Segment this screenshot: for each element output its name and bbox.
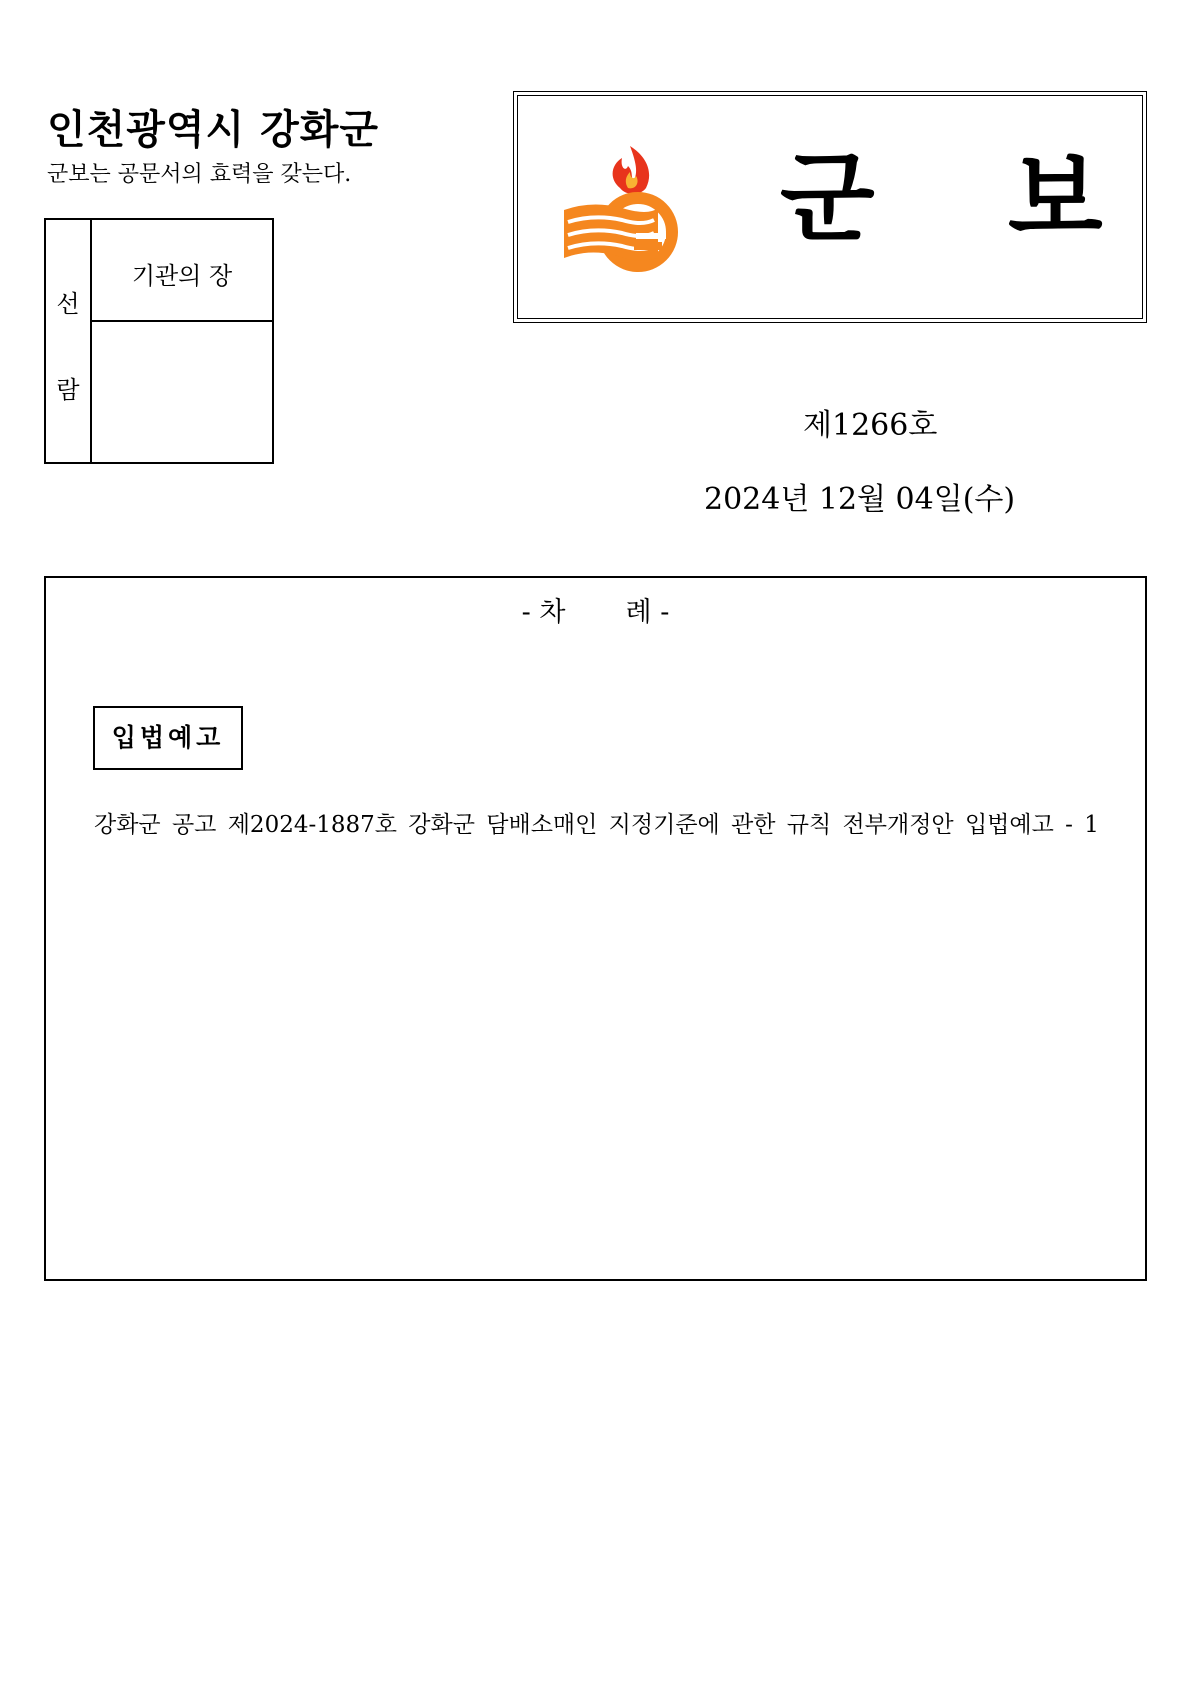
circulation-label-char: 선 <box>56 290 80 318</box>
gazette-subtitle: 군보는 공문서의 효력을 갖는다. <box>47 162 352 187</box>
issue-number: 제1266호 <box>803 408 938 443</box>
masthead <box>513 91 1147 323</box>
circulation-label-char: 람 <box>56 376 80 404</box>
organization-title: 인천광역시 강화군 <box>47 107 380 153</box>
issue-date: 2024년 12월 04일(수) <box>704 482 1016 517</box>
toc-heading: - 차 례 - <box>521 597 670 628</box>
masthead-title-char: 보 <box>1008 142 1103 256</box>
masthead-title-char: 군 <box>780 142 875 256</box>
table-of-contents <box>44 576 1147 1281</box>
circulation-label-column <box>46 220 92 462</box>
toc-entry[interactable]: 강화군 공고 제2024-1887호 강화군 담배소매인 지정기준에 관한 규칙 전부개정안 입법예고 - 1 <box>94 812 1099 838</box>
toc-category-label: 입법예고 <box>93 706 243 770</box>
agency-head-label: 기관의 장 <box>92 220 272 322</box>
circulation-box <box>44 218 274 464</box>
gangwha-county-emblem-icon <box>562 142 694 276</box>
